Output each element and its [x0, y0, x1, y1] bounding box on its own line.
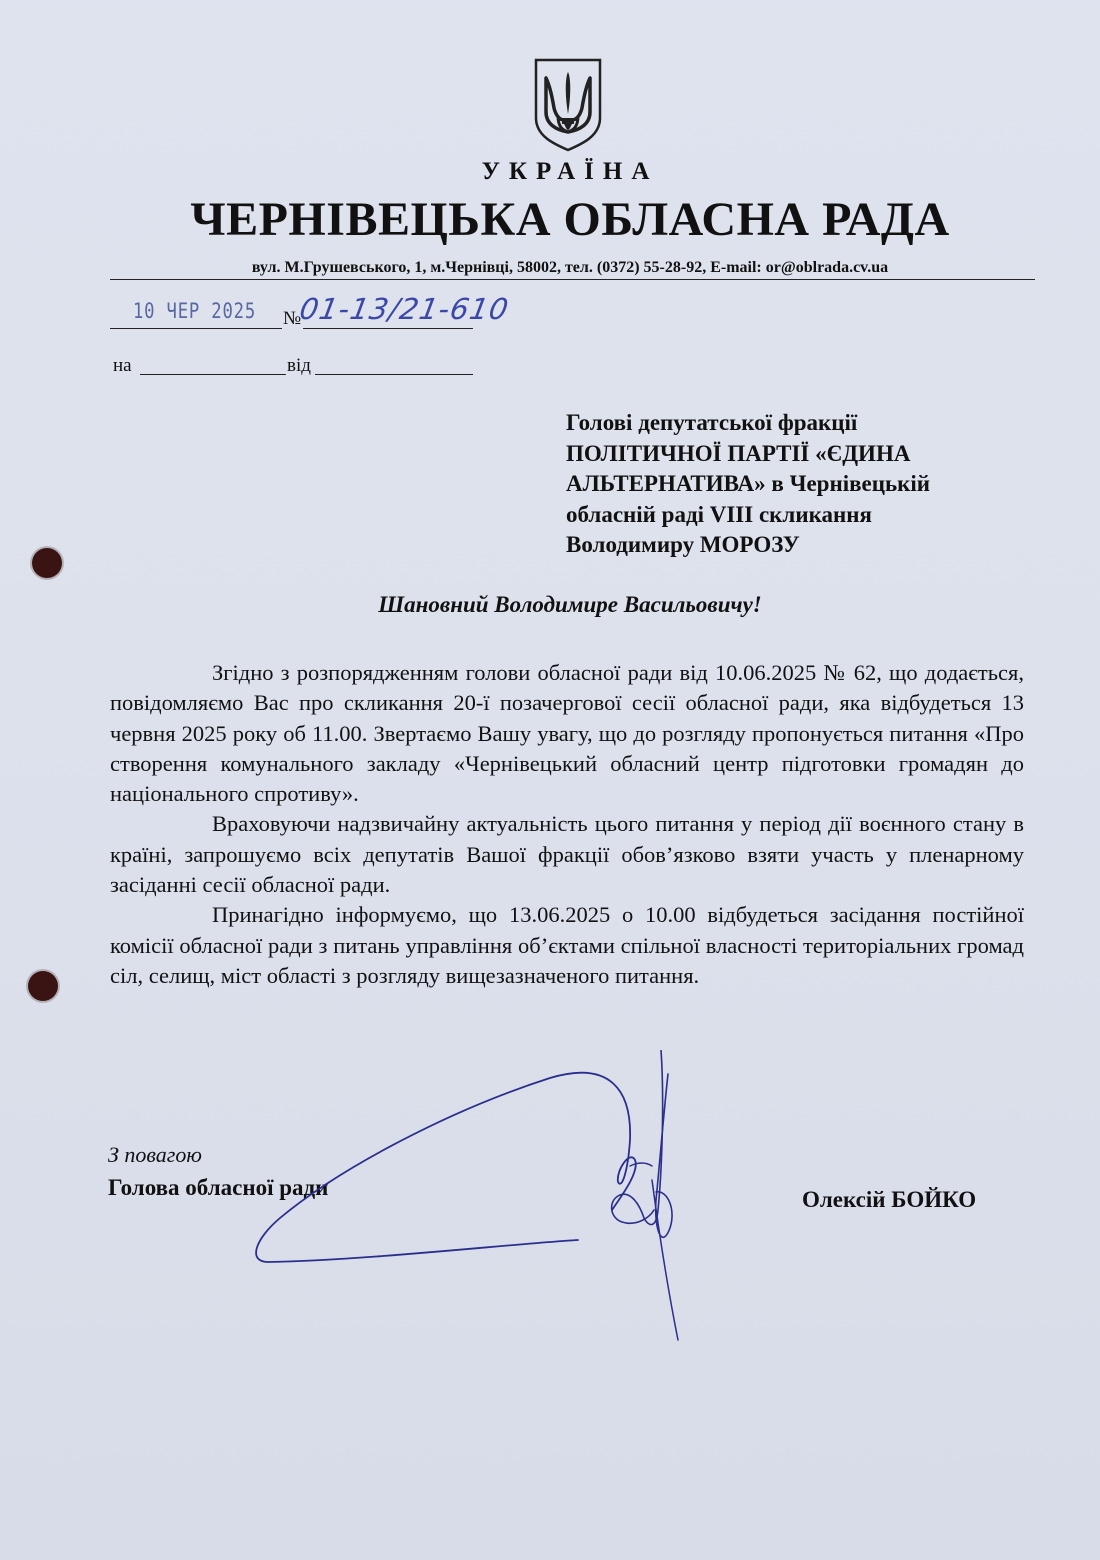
body-paragraph: Принагідно інформуємо, що 13.06.2025 о 10.00 відбудеться засідання постійної комісії обласної ради з питань управління об’єктами спільної власності територіальних громад сіл, селищ, міст області з розгляду вищезазначеного питання. [110, 902, 1024, 988]
header-divider [110, 279, 1035, 280]
reference-from-underline [315, 374, 473, 375]
addressee-line: ПОЛІТИЧНОЇ ПАРТІЇ «ЄДИНА [566, 440, 911, 466]
signer-name: Олексій БОЙКО [802, 1187, 977, 1212]
body-paragraph: Згідно з розпорядженням голови обласної ради від 10.06.2025 № 62, що додається, повідомляємо Вас про скликання 20-ї позачергової сесії обласної ради, яка відбудеться 13 червня 2025 року об 11.00. Звертаємо Вашу увагу, що до розгляду пропонується питання «Про створення комунального закладу «Чернівецький обласний центр підготовки громадян до національного спротиву». [110, 660, 1024, 807]
date-stamp: 10 ЧЕР 2025 [133, 299, 257, 323]
addressee-block [566, 408, 1026, 561]
council-address: вул. М.Грушевського, 1, м.Чернівці, 58002, тел. (0372) 55-28-92, E-mail: or@oblrada.cv.ua [251, 259, 889, 276]
reference-on-underline [140, 374, 286, 375]
salutation: Шановний Володимире Васильовичу! [378, 592, 762, 617]
handwritten-signature [250, 1050, 710, 1350]
body-paragraph: Враховуючи надзвичайну актуальність цього питання у період дії воєнного стану в країні, запрошуємо всіх депутатів Вашої фракції обов’язково взяти участь у пленарному засіданні сесії обласної ради. [110, 811, 1024, 898]
addressee-line: обласній раді VIII скликання [566, 501, 872, 527]
reference-on-label: на [113, 355, 132, 376]
punch-hole [28, 971, 58, 1001]
closing-regards: З повагою [108, 1142, 202, 1167]
signer-position: Голова обласної ради [108, 1175, 329, 1200]
trident-emblem-icon [532, 56, 604, 152]
number-underline [303, 328, 473, 329]
date-underline [110, 328, 282, 329]
addressee-line: Голові депутатської фракції [566, 410, 858, 435]
letter-body [110, 658, 1024, 991]
addressee-line: АЛЬТЕРНАТИВА» в Чернівецькій [566, 471, 931, 496]
punch-hole [32, 548, 62, 578]
reference-from-label: від [287, 355, 311, 376]
number-label: № [283, 308, 302, 329]
registration-number: 01-13/21-610 [297, 292, 512, 326]
addressee-line: Володимиру МОРОЗУ [566, 532, 800, 557]
council-title: ЧЕРНІВЕЦЬКА ОБЛАСНА РАДА [190, 193, 950, 246]
country-title: УКРАЇНА [481, 158, 659, 185]
